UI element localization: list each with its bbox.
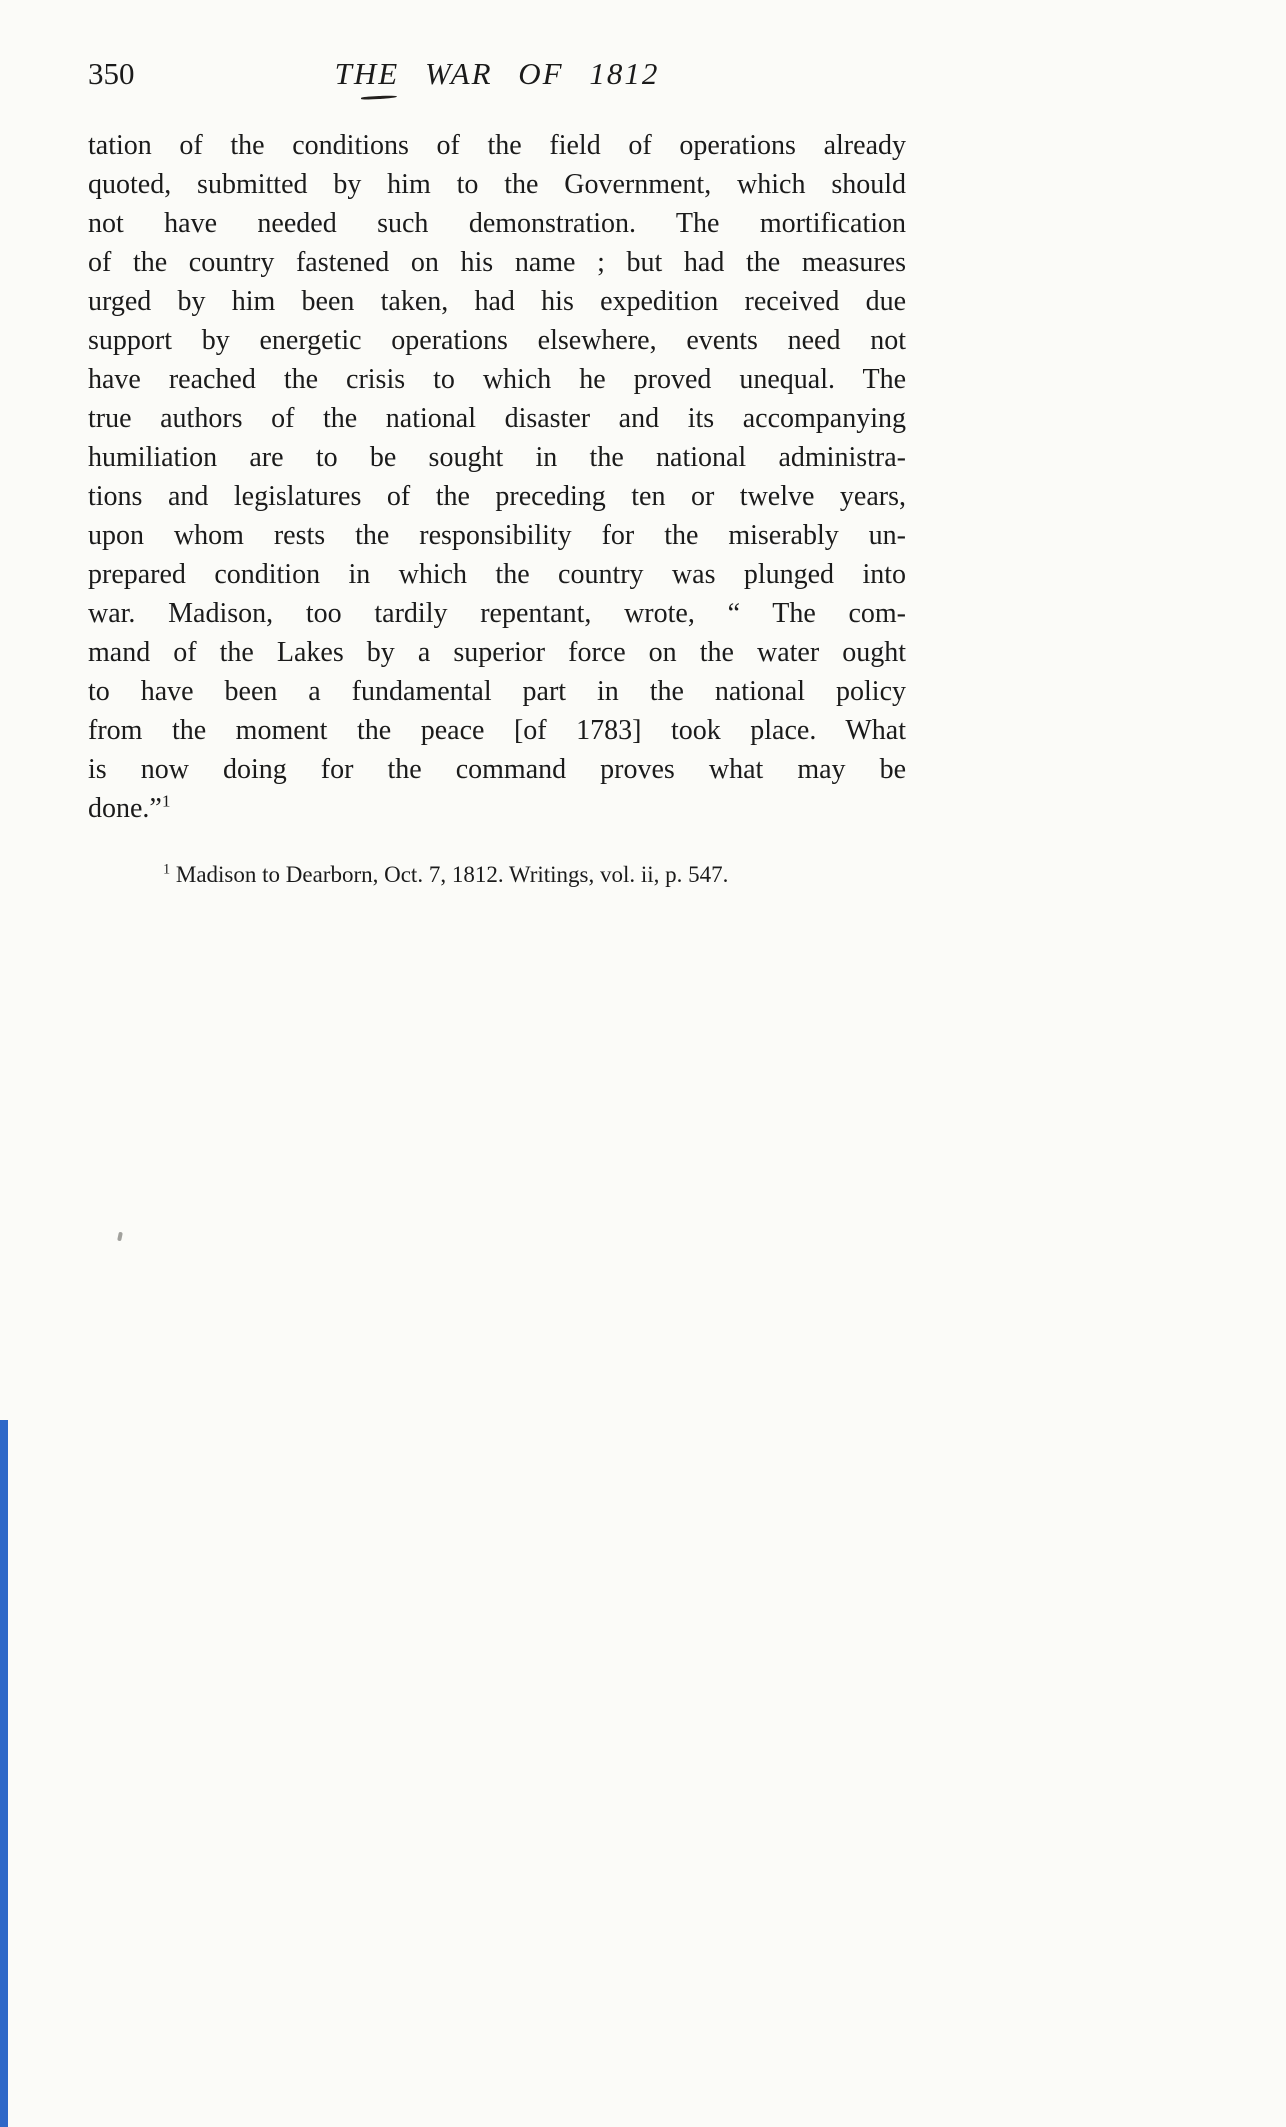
page-number: 350 xyxy=(88,56,135,91)
text-line: true authors of the national disaster and its accompanying xyxy=(88,403,906,434)
ink-mark-artifact xyxy=(361,95,397,100)
text-line: urged by him been taken, had his expedition received due xyxy=(88,286,906,317)
text-line: not have needed such demonstration. The mortification xyxy=(88,208,906,239)
text-line: upon whom rests the responsibility for the miserably un- xyxy=(88,520,906,551)
text-line: is now doing for the command proves what may be xyxy=(88,754,906,785)
scan-edge-artifact xyxy=(0,1420,8,2127)
footnote-marker: 1 xyxy=(163,861,171,878)
body-text xyxy=(88,126,906,828)
page-content xyxy=(88,0,906,890)
text-line: tation of the conditions of the field of operations already xyxy=(88,130,906,161)
page-header xyxy=(88,56,906,98)
text-line: from the moment the peace [of 1783] took place. What xyxy=(88,715,906,746)
text-line-text: done.” xyxy=(88,793,162,824)
text-line: of the country fastened on his name ; but had the measures xyxy=(88,247,906,278)
text-line: tions and legislatures of the preceding ten or twelve years, xyxy=(88,481,906,512)
running-title-wrap xyxy=(88,56,906,92)
text-line: prepared condition in which the country was plunged into xyxy=(88,559,906,590)
text-line: humiliation are to be sought in the national administra- xyxy=(88,442,906,473)
text-line xyxy=(88,789,906,828)
footnote xyxy=(88,860,906,890)
text-line: mand of the Lakes by a superior force on the water ought xyxy=(88,637,906,668)
text-line: quoted, submitted by him to the Government, which should xyxy=(88,169,906,200)
text-line: have reached the crisis to which he proved unequal. The xyxy=(88,364,906,395)
footnote-reference: 1 xyxy=(161,791,171,811)
footnote-text: Madison to Dearborn, Oct. 7, 1812. Writings, vol. ii, p. 547. xyxy=(175,862,729,887)
text-line: support by energetic operations elsewhere, events need not xyxy=(88,325,906,356)
running-title xyxy=(335,56,660,92)
text-line: war. Madison, too tardily repentant, wrote, “ The com- xyxy=(88,598,906,629)
text-line: to have been a fundamental part in the national policy xyxy=(88,676,906,707)
running-title-text: THE WAR OF 1812 xyxy=(334,56,660,91)
scan-speck-artifact xyxy=(117,1232,123,1242)
